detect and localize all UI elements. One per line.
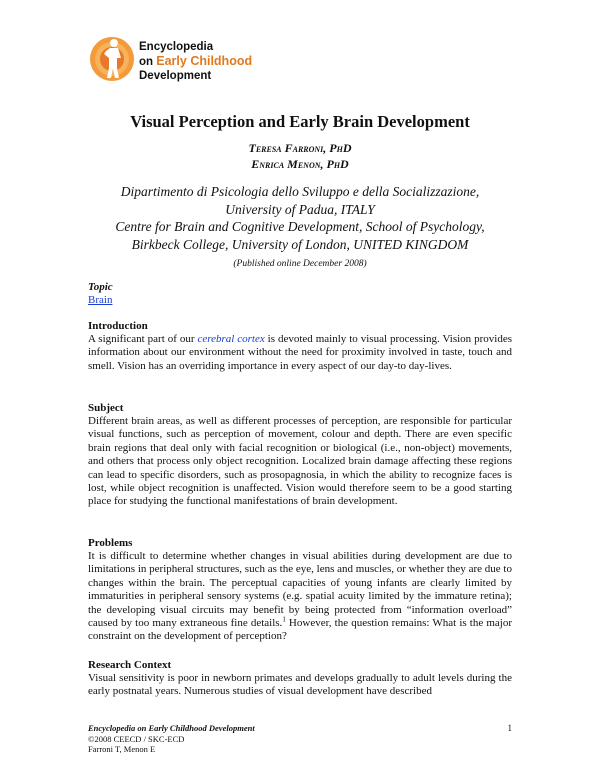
problems-text-end: However, the question remains: What is the major constraint on the development of perception? <box>88 617 512 643</box>
topic-label: Topic <box>88 281 113 293</box>
affiliation-line: Birkbeck College, University of London, UNITED KINGDOM <box>131 236 469 252</box>
section-heading: Subject <box>88 402 124 414</box>
section-research-context <box>88 659 512 699</box>
page-footer <box>88 723 512 755</box>
affiliation-line: University of Padua, ITALY <box>225 201 375 217</box>
author-2: Enrica Menon, PhD <box>251 157 349 171</box>
affiliation <box>0 183 600 253</box>
footnote-ref[interactable]: 1 <box>282 615 286 624</box>
footer-publication: Encyclopedia on Early Childhood Development <box>88 723 255 733</box>
page-number: 1 <box>507 723 512 733</box>
child-figure-logo-icon <box>88 34 138 84</box>
logo-line-1: Encyclopedia <box>139 41 214 53</box>
section-heading: Introduction <box>88 320 148 332</box>
logo-line-2-highlight: Early Childhood <box>156 54 253 68</box>
affiliation-line: Centre for Brain and Cognitive Development, School of Psychology, <box>115 219 485 234</box>
section-text <box>88 333 512 373</box>
section-text: Visual sensitivity is poor in newborn primates and develops gradually to adult levels during the early postnatal years. Numerous studies of visual development have described <box>88 672 512 698</box>
logo-line-3: Development <box>139 70 212 82</box>
section-problems <box>88 537 512 644</box>
section-text <box>88 550 512 644</box>
intro-text-end: is devoted mainly to visual processing. Vision provides information about our environment without the need for proximity involved in taste, touch and smell. Vision has an overriding importance in every aspect of our day-to day-lives. <box>88 333 513 372</box>
footer-copyright: ©2008 CEECD / SKC-ECD <box>88 733 185 744</box>
section-subject <box>88 402 512 509</box>
author-1: Teresa Farroni, PhD <box>248 141 352 155</box>
topic-link-brain[interactable]: Brain <box>88 294 113 306</box>
section-introduction <box>88 320 512 373</box>
intro-text-start: A significant part of our <box>88 333 198 345</box>
problems-text-start: It is difficult to determine whether changes in visual abilities during development are due to limitations in peripheral structures, such as the eye, lens and muscles, or whether they are due to changes within the brain. The perceptual capacities of young infants are clearly limited by immaturities in peripheral sensory systems (e.g. spatial acuity limited by the immature retina); the developing visual circuits may benefit by being protected from “information overload” caused by too many extraneous fine details. <box>88 550 512 630</box>
logo-line-2-prefix: on <box>139 56 154 68</box>
section-heading: Problems <box>88 537 133 549</box>
affiliation-line: Dipartimento di Psicologia dello Sviluppo e della Socializzazione, <box>120 184 480 199</box>
section-heading: Research Context <box>88 659 172 671</box>
authors <box>0 140 600 172</box>
section-text: Different brain areas, as well as different processes of perception, are responsible for particular visual functions, such as perception of movement, colour and depth. There are even specific brain regions that deal only with facial recognition or biological (i.e., non-object) movements, and others that process only object recognition. Localized brain damage affecting these regions can lead to specific disorders, such as prosopagnosia, in which the ability to recognize faces is lost, while object recognition is unaffected. Vision would therefore seem to be a good starting place for studying the functional manifestations of brain development. <box>88 415 512 508</box>
page-title: Visual Perception and Early Brain Development <box>130 112 470 131</box>
footer-authors: Farroni T, Menon E <box>88 744 156 754</box>
published-date: (Published online December 2008) <box>233 259 367 269</box>
cerebral-cortex-link[interactable]: cerebral cortex <box>197 333 265 345</box>
encyclopedia-logo[interactable] <box>88 34 258 84</box>
